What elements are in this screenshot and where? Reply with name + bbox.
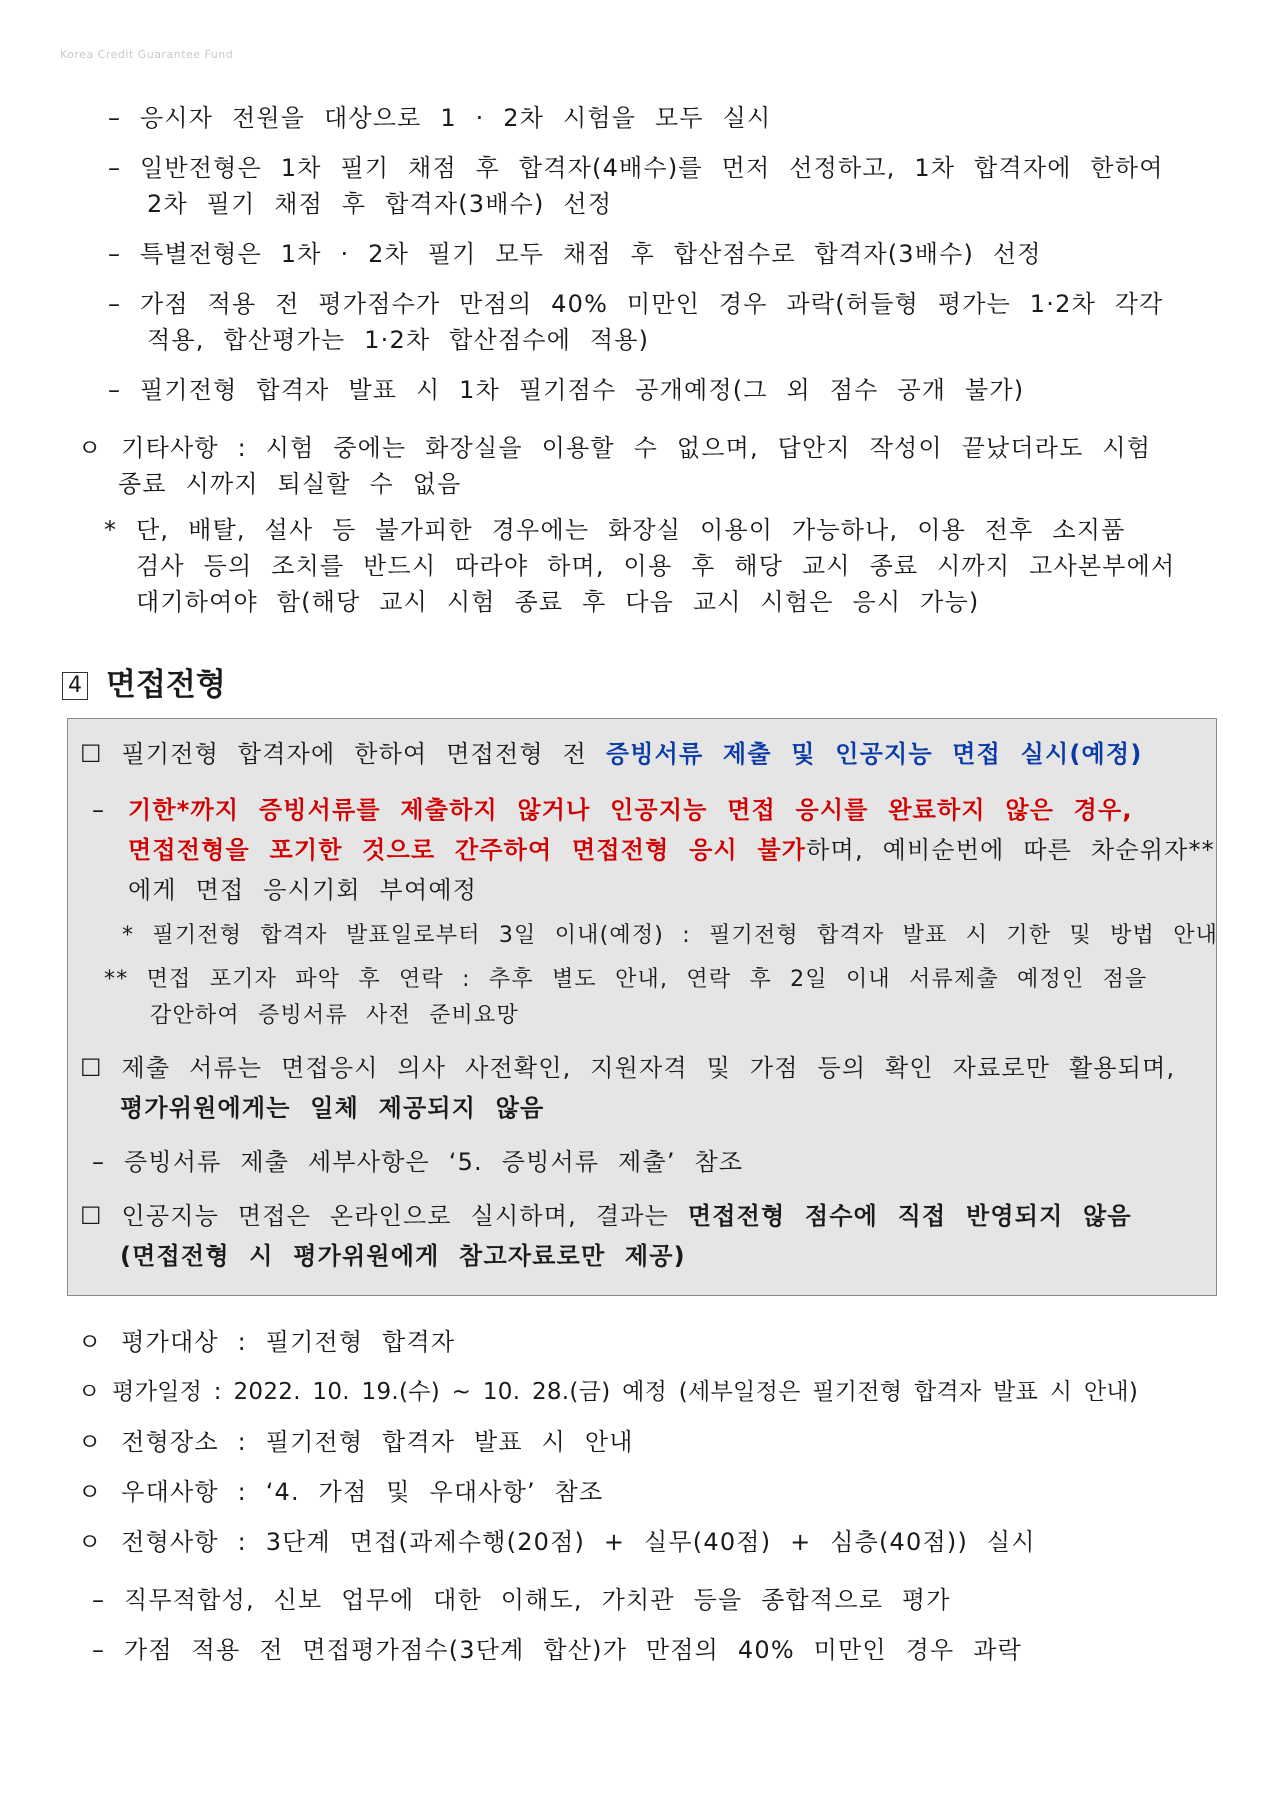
section-heading <box>62 665 226 705</box>
written-item-4-cont: 적용, 합산평가는 1·2차 합산점수에 적용) <box>147 326 650 354</box>
box-para-1-highlight: 증빙서류 제출 및 인공지능 면접 실시(예정) <box>605 740 1143 768</box>
box-note-2: ** 면접 포기자 파악 후 연락 : 추후 별도 안내, 연락 후 2일 이내 서류제출 예정인 점을 <box>104 967 1148 992</box>
footnote-line-3: 대기하여야 함(해당 교시 시험 종료 후 다음 교시 시험은 응시 가능) <box>136 588 980 616</box>
misc-note-cont: 종료 시까지 퇴실할 수 없음 <box>118 470 462 498</box>
box-para-2-line-3: 에게 면접 응시기회 부여예정 <box>128 876 478 904</box>
interview-schedule: ㅇ 평가일정 : 2022. 10. 19.(수) ~ 10. 28.(금) 예정 (세부일정은 필기전형 합격자 발표 시 안내) <box>78 1379 1139 1405</box>
footnote-line-2: 검사 등의 조치를 반드시 따라야 하며, 이용 후 해당 교시 종료 시까지 고사본부에서 <box>136 552 1176 580</box>
box-para-2-red-2: 면접전형을 포기한 것으로 간주하여 면접전형 응시 불가 <box>128 836 807 864</box>
box-para-3: ☐ 제출 서류는 면접응시 의사 사전확인, 지원자격 및 가점 등의 확인 자료로만 활용되며, <box>80 1054 1176 1082</box>
box-para-5-bold: 면접전형 점수에 직접 반영되지 않음 <box>687 1202 1132 1230</box>
section-number: 4 <box>62 672 88 700</box>
interview-target: ㅇ 평가대상 : 필기전형 합격자 <box>78 1328 456 1356</box>
box-para-5-text: ☐ 인공지능 면접은 온라인으로 실시하며, 결과는 <box>80 1202 688 1230</box>
box-para-2-tail: 하며, 예비순번에 따른 차순위자** <box>806 836 1215 864</box>
box-para-1-text: ☐ 필기전형 합격자에 한하여 면접전형 전 <box>80 740 606 768</box>
box-para-5-cont: (면접전형 시 평가위원에게 참고자료로만 제공) <box>120 1242 686 1270</box>
interview-sub-2: – 가점 적용 전 면접평가점수(3단계 합산)가 만점의 40% 미만인 경우 과락 <box>92 1636 1023 1664</box>
footnote-line-1: * 단, 배탈, 설사 등 불가피한 경우에는 화장실 이용이 가능하나, 이용 전후 소지품 <box>104 516 1126 544</box>
box-note-2-cont: 감안하여 증빙서류 사전 준비요망 <box>150 1003 519 1028</box>
interview-process: ㅇ 전형사항 : 3단계 면접(과제수행(20점) + 실무(40점) + 심층(40점)) 실시 <box>78 1528 1036 1556</box>
written-item-5: – 필기전형 합격자 발표 시 1차 필기점수 공개예정(그 외 점수 공개 불가) <box>108 376 1025 404</box>
section-title: 면접전형 <box>106 667 226 703</box>
org-watermark: Korea Credit Guarantee Fund <box>60 48 234 61</box>
box-para-4: – 증빙서류 제출 세부사항은 ‘5. 증빙서류 제출’ 참조 <box>92 1148 744 1176</box>
written-item-1: – 응시자 전원을 대상으로 1 · 2차 시험을 모두 실시 <box>108 104 772 132</box>
box-para-1 <box>80 736 1143 772</box>
box-para-5 <box>80 1198 1132 1234</box>
box-note-1: * 필기전형 합격자 발표일로부터 3일 이내(예정) : 필기전형 합격자 발표 시 기한 및 방법 안내 <box>122 923 1219 948</box>
box-para-3-bold: 평가위원에게는 일체 제공되지 않음 <box>120 1094 545 1122</box>
written-item-2-cont: 2차 필기 채점 후 합격자(3배수) 선정 <box>147 190 613 218</box>
box-dash: – <box>92 796 104 824</box>
written-item-2: – 일반전형은 1차 필기 채점 후 합격자(4배수)를 먼저 선정하고, 1차 합격자에 한하여 <box>108 154 1164 182</box>
interview-location: ㅇ 전형장소 : 필기전형 합격자 발표 시 안내 <box>78 1428 634 1456</box>
written-item-3: – 특별전형은 1차 · 2차 필기 모두 채점 후 합산점수로 합격자(3배수) 선정 <box>108 240 1042 268</box>
box-para-2-line-2 <box>128 832 1215 868</box>
box-para-2-red-1: 기한*까지 증빙서류를 제출하지 않거나 인공지능 면접 응시를 완료하지 않은 경우, <box>128 796 1133 824</box>
interview-sub-1: – 직무적합성, 신보 업무에 대한 이해도, 가치관 등을 종합적으로 평가 <box>92 1586 951 1614</box>
interview-preference: ㅇ 우대사항 : ‘4. 가점 및 우대사항’ 참조 <box>78 1478 604 1506</box>
written-item-4: – 가점 적용 전 평가점수가 만점의 40% 미만인 경우 과락(허들형 평가는 1·2차 각각 <box>108 290 1164 318</box>
misc-note: ㅇ 기타사항 : 시험 중에는 화장실을 이용할 수 없으며, 답안지 작성이 끝났더라도 시험 <box>78 434 1152 462</box>
